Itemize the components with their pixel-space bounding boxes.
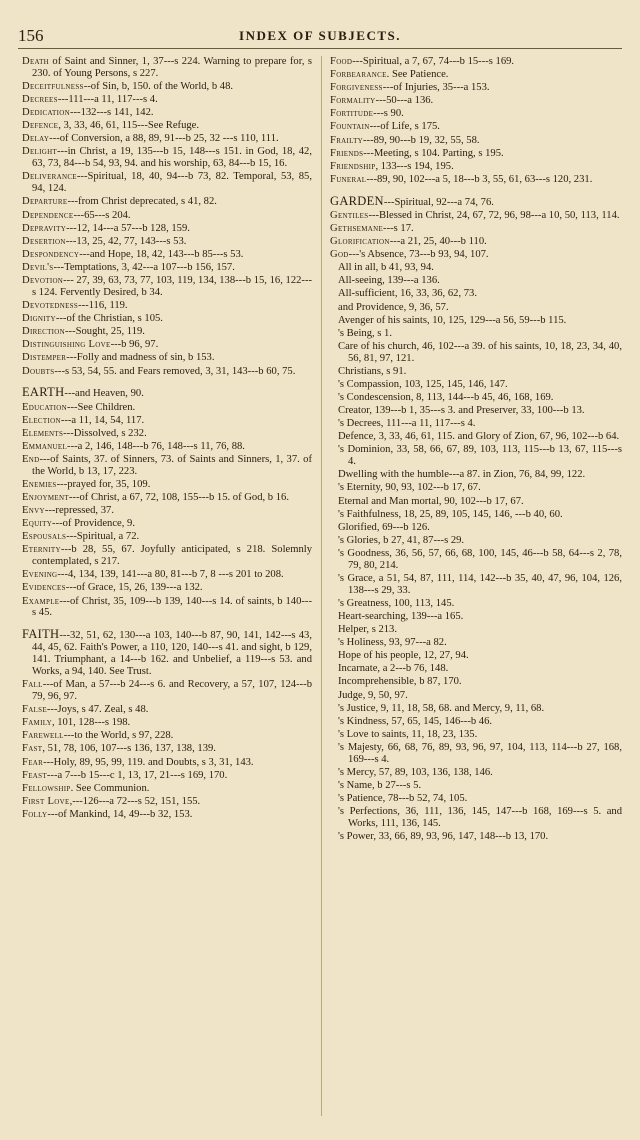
index-entry bbox=[22, 120, 312, 132]
index-subentry bbox=[330, 767, 622, 779]
entry-references: ---4, 134, 139, 141---a 80, 81---b 7, 8 ---s 201 to 208. bbox=[57, 569, 284, 581]
entry-references: ---of Conversion, a 88, 89, 91---b 25, 32 ---s 110, 111. bbox=[49, 133, 279, 145]
index-entry bbox=[22, 313, 312, 325]
entry-references: ---See Children. bbox=[66, 401, 136, 413]
index-entry bbox=[22, 428, 312, 440]
index-entry bbox=[22, 704, 312, 716]
index-entry bbox=[330, 210, 622, 222]
entry-references: ---Dissolved, s 232. bbox=[63, 427, 147, 439]
entry-references: ---13, 25, 42, 77, 143---s 53. bbox=[65, 235, 187, 247]
index-entry bbox=[22, 366, 312, 378]
index-entry bbox=[330, 193, 622, 209]
index-subentry bbox=[330, 482, 622, 494]
index-entry bbox=[22, 505, 312, 517]
subentry-text: 's Justice, 9, 11, 18, 58, 68. and Mercy, 9, 11, 68. bbox=[338, 702, 545, 714]
entry-references: ---of Life, s 175. bbox=[369, 121, 440, 133]
entry-references: ---Spiritual, 92---a 74, 76. bbox=[383, 196, 494, 208]
index-entry bbox=[330, 95, 622, 107]
entry-references: ---Spiritual, a 72. bbox=[66, 531, 140, 543]
entry-heading: Glorification bbox=[330, 236, 390, 248]
index-entry bbox=[22, 743, 312, 755]
entry-heading: Defence bbox=[22, 120, 59, 132]
entry-heading: Espousals bbox=[22, 531, 67, 543]
index-entry bbox=[22, 262, 312, 274]
index-subentry bbox=[330, 405, 622, 417]
entry-references: ---repressed, 37. bbox=[44, 505, 114, 517]
entry-references: ---12, 14---a 57---b 128, 159. bbox=[66, 222, 190, 234]
subentry-text: 's Mercy, 57, 89, 103, 136, 138, 146. bbox=[338, 766, 493, 778]
left-column bbox=[22, 56, 312, 822]
index-entry bbox=[22, 770, 312, 782]
entry-references: , 101, 128---s 198. bbox=[51, 717, 131, 729]
subentry-text: All in all, b 41, 93, 94. bbox=[338, 262, 434, 274]
index-entry bbox=[22, 107, 312, 119]
entry-references: ---Holy, 89, 95, 99, 119. and Doubts, s 3, 31, 143. bbox=[43, 756, 254, 768]
subentry-text: 's Greatness, 100, 113, 145. bbox=[338, 597, 455, 609]
index-entry bbox=[330, 249, 622, 261]
entry-heading: Decrees bbox=[22, 94, 58, 106]
index-subentry bbox=[330, 573, 622, 597]
subentry-text: All-seeing, 139---a 136. bbox=[338, 275, 440, 287]
entry-heading: Elements bbox=[22, 427, 64, 439]
entry-heading: Emmanuel bbox=[22, 440, 68, 452]
entry-heading: Forgiveness bbox=[330, 82, 383, 94]
entry-heading: Fortitude bbox=[330, 108, 374, 120]
right-column bbox=[330, 56, 622, 844]
index-entry bbox=[22, 629, 312, 678]
index-subentry bbox=[330, 650, 622, 662]
subentry-text: Glorified, 69---b 126. bbox=[338, 521, 430, 533]
index-entry bbox=[22, 210, 312, 222]
subentry-text: Christians, s 91. bbox=[338, 365, 407, 377]
entry-heading: Gentiles bbox=[330, 209, 369, 221]
subentry-text: 's Decrees, 111---a 11, 117---s 4. bbox=[338, 418, 476, 430]
entry-heading: First Love bbox=[22, 795, 70, 807]
index-entry bbox=[22, 679, 312, 703]
entry-heading: GARDEN bbox=[330, 193, 384, 208]
entry-heading: Example bbox=[22, 595, 60, 607]
entry-heading: Direction bbox=[22, 326, 66, 338]
index-entry bbox=[22, 223, 312, 235]
index-entry bbox=[22, 56, 312, 80]
subentry-text: 's Kindness, 57, 65, 145, 146---b 46. bbox=[338, 715, 493, 727]
index-subentry bbox=[330, 379, 622, 391]
index-subentry bbox=[330, 637, 622, 649]
entry-references: . See Patience. bbox=[386, 69, 449, 81]
entry-heading: Distinguishing Love bbox=[22, 339, 111, 351]
subentry-text: 's Name, b 27---s 5. bbox=[338, 780, 422, 792]
index-entry bbox=[22, 544, 312, 568]
subentry-text: All-sufficient, 16, 33, 36, 62, 73. bbox=[338, 288, 477, 300]
entry-references: of Saint and Sinner, 1, 37---s 224. Warning to prepare for, s 230. of Young Persons, s 227. bbox=[32, 56, 312, 79]
index-subentry bbox=[330, 328, 622, 340]
entry-heading: Fast bbox=[22, 743, 43, 755]
entry-heading: Enjoyment bbox=[22, 491, 69, 503]
entry-heading: Despondency bbox=[22, 248, 80, 260]
index-entry bbox=[22, 326, 312, 338]
index-subentry bbox=[330, 793, 622, 805]
index-entry bbox=[330, 121, 622, 133]
entry-references: ---Meeting, s 104. Parting, s 195. bbox=[363, 147, 504, 159]
entry-heading: Fear bbox=[22, 756, 44, 768]
entry-heading: Departure bbox=[22, 196, 68, 208]
index-subentry bbox=[330, 598, 622, 610]
entry-heading: Delay bbox=[22, 133, 50, 145]
index-subentry bbox=[330, 431, 622, 443]
index-subentry bbox=[330, 275, 622, 287]
entry-references: ---s 17. bbox=[383, 222, 414, 234]
entry-heading: God bbox=[330, 249, 349, 261]
entry-heading: False bbox=[22, 704, 47, 716]
entry-references: ---a 7---b 15---c 1, 13, 17, 21---s 169, 170. bbox=[46, 769, 228, 781]
entry-heading: Envy bbox=[22, 505, 45, 517]
index-subentry bbox=[330, 690, 622, 702]
entry-heading: Devotedness bbox=[22, 300, 79, 312]
entry-references: ---65---s 204. bbox=[73, 209, 131, 221]
entry-references: ---of the Christian, s 105. bbox=[55, 313, 163, 325]
entry-references: ---of Injuries, 35---a 153. bbox=[382, 82, 490, 94]
index-subentry bbox=[330, 392, 622, 404]
index-subentry bbox=[330, 418, 622, 430]
entry-heading: Education bbox=[22, 401, 67, 413]
entry-heading: End bbox=[22, 453, 40, 465]
index-entry bbox=[22, 352, 312, 364]
index-subentry bbox=[330, 780, 622, 792]
index-entry bbox=[22, 531, 312, 543]
index-entry bbox=[22, 300, 312, 312]
index-entry bbox=[330, 69, 622, 81]
index-entry bbox=[22, 730, 312, 742]
index-subentry bbox=[330, 716, 622, 728]
subentry-text: 's Grace, a 51, 54, 87, 111, 114, 142---b 35, 40, 47, 96, 104, 126, 138---s 29, 33. bbox=[338, 572, 622, 596]
index-entry bbox=[22, 569, 312, 581]
index-entry bbox=[22, 402, 312, 414]
entry-references: ,---126---a 72---s 52, 151, 155. bbox=[69, 795, 201, 807]
index-entry bbox=[22, 339, 312, 351]
index-subentry bbox=[330, 302, 622, 314]
entry-references: ---of Christ, 35, 109---b 139, 140---s 14. of saints, b 140---s 45. bbox=[32, 595, 312, 619]
subentry-text: 's Majesty, 66, 68, 76, 89, 93, 96, 97, 104, 113, 114---b 27, 168, 169---s 4. bbox=[338, 741, 622, 765]
entry-references: ---50---a 136. bbox=[375, 95, 434, 107]
entry-references: ---Joys, s 47. Zeal, s 48. bbox=[46, 704, 149, 716]
subentry-text: 's Love to saints, 11, 18, 23, 135. bbox=[338, 728, 478, 740]
entry-references: ---'s Absence, 73---b 93, 94, 107. bbox=[348, 249, 489, 261]
entry-references: ---of Mankind, 14, 49---b 32, 153. bbox=[47, 808, 193, 820]
index-entry bbox=[22, 518, 312, 530]
entry-references: ---Spiritual, a 7, 67, 74---b 15---s 169. bbox=[352, 56, 515, 67]
subentry-text: 's Dominion, 33, 58, 66, 67, 89, 103, 113, 115---b 13, 67, 115---s 4. bbox=[338, 444, 622, 468]
index-subentry bbox=[330, 469, 622, 481]
entry-heading: Delight bbox=[22, 146, 58, 158]
index-entry bbox=[22, 275, 312, 299]
index-entry bbox=[22, 415, 312, 427]
subentry-text: Incarnate, a 2---b 76, 148. bbox=[338, 663, 449, 675]
entry-references: ---89, 90---b 19, 32, 55, 58. bbox=[363, 134, 480, 146]
subentry-text: 's Being, s 1. bbox=[338, 327, 392, 339]
subentry-text: 's Faithfulness, 18, 25, 89, 105, 145, 146, ---b 40, 60. bbox=[338, 508, 563, 520]
index-subentry bbox=[330, 729, 622, 741]
subentry-text: and Providence, 9, 36, 57. bbox=[338, 301, 449, 313]
index-subentry bbox=[330, 611, 622, 623]
index-subentry bbox=[330, 742, 622, 766]
entry-heading: Frailty bbox=[330, 134, 364, 146]
entry-heading: Doubts bbox=[22, 365, 55, 377]
entry-references: ---Blessed in Christ, 24, 67, 72, 96, 98---a 10, 50, 113, 114. bbox=[368, 209, 620, 221]
entry-references: , 51, 78, 106, 107---s 136, 137, 138, 139. bbox=[42, 743, 216, 755]
entry-heading: Deceitfulness bbox=[22, 81, 84, 92]
subentry-text: Hope of his people, 12, 27, 94. bbox=[338, 650, 469, 662]
entry-references: ---b 28, 55, 67. Joyfully anticipated, s 218. Solemnly contemplated, s 217. bbox=[32, 544, 312, 568]
entry-references: . See Communion. bbox=[70, 782, 150, 794]
entry-references: ---in Christ, a 19, 135---b 15, 148---s 151. in God, 18, 42, 63, 73, 84---b 54, 93, 94. and his worship, 63, 84---b 15, 16. bbox=[32, 146, 312, 170]
entry-heading: Devotion bbox=[22, 275, 64, 287]
entry-heading: Equity bbox=[22, 518, 53, 530]
entry-references: , 133---s 194, 195. bbox=[375, 160, 454, 172]
index-entry bbox=[22, 441, 312, 453]
index-entry bbox=[22, 146, 312, 170]
entry-references: ---to the World, s 97, 228. bbox=[63, 730, 174, 742]
entry-heading: Eternity bbox=[22, 544, 61, 556]
subentry-text: Helper, s 213. bbox=[338, 624, 398, 636]
entry-references: ---from Christ deprecated, s 41, 82. bbox=[67, 196, 217, 208]
entry-heading: Desertion bbox=[22, 235, 66, 247]
subentry-text: Eternal and Man mortal, 90, 102---b 17, 67. bbox=[338, 495, 524, 507]
column-divider bbox=[321, 56, 322, 1116]
index-entry bbox=[22, 783, 312, 795]
index-subentry bbox=[330, 676, 622, 688]
entry-references: ---of Saints, 37. of Sinners, 73. of Saints and Sinners, 1, 37. of the World, b 13, 17, 223. bbox=[32, 453, 312, 477]
entry-heading: Formality bbox=[330, 95, 376, 107]
entry-heading: Deliverance bbox=[22, 171, 77, 183]
subentry-text: Incomprehensible, b 87, 170. bbox=[338, 676, 462, 688]
entry-heading: Fellowship bbox=[22, 782, 71, 794]
entry-heading: Death bbox=[22, 56, 50, 67]
subentry-text: 's Perfections, 36, 111, 136, 145, 147---b 168, 169---s 5. and Works, 111, 136, 145. bbox=[338, 806, 622, 830]
index-entry bbox=[22, 196, 312, 208]
entry-references: ---Sought, 25, 119. bbox=[65, 326, 145, 338]
index-entry bbox=[330, 174, 622, 186]
entry-heading: Fountain bbox=[330, 121, 370, 133]
entry-references: ---and Hope, 18, 42, 143---b 85---s 53. bbox=[79, 248, 244, 260]
subentry-text: Avenger of his saints, 10, 125, 129---a 56, 59---b 115. bbox=[338, 314, 567, 326]
index-entry bbox=[330, 108, 622, 120]
subentry-text: 's Power, 33, 66, 89, 93, 96, 147, 148---b 13, 170. bbox=[338, 831, 549, 843]
index-entry bbox=[22, 171, 312, 195]
index-subentry bbox=[330, 496, 622, 508]
index-subentry bbox=[330, 341, 622, 365]
index-subentry bbox=[330, 703, 622, 715]
entry-heading: Dignity bbox=[22, 313, 56, 325]
page-header bbox=[18, 26, 622, 49]
entry-heading: Dedication bbox=[22, 107, 70, 119]
subentry-text: Judge, 9, 50, 97. bbox=[338, 689, 408, 701]
entry-references: ---116, 119. bbox=[78, 300, 128, 312]
subentry-text: Defence, 3, 33, 46, 61, 115. and Glory of Zion, 67, 96, 102---b 64. bbox=[338, 431, 620, 443]
entry-heading: Farewell bbox=[22, 730, 64, 742]
entry-heading: Gethsemane bbox=[330, 222, 384, 234]
entry-heading: Devil's bbox=[22, 261, 54, 273]
entry-references: --of Sin, b, 150. of the World, b 48. bbox=[83, 81, 234, 92]
index-entry bbox=[22, 249, 312, 261]
entry-references: ---89, 90, 102---a 5, 18---b 3, 55, 61, 63---s 120, 231. bbox=[366, 173, 593, 185]
subentry-text: Heart-searching, 139---a 165. bbox=[338, 611, 464, 622]
entry-references: ---of Grace, 15, 26, 139---a 132. bbox=[65, 582, 203, 594]
page-number: 156 bbox=[18, 26, 44, 45]
entry-references: ---prayed for, 35, 109. bbox=[56, 478, 151, 490]
entry-references: , 3, 33, 46, 61, 115---See Refuge. bbox=[58, 120, 200, 132]
index-subentry bbox=[330, 366, 622, 378]
entry-references: ---132---s 141, 142. bbox=[69, 107, 154, 119]
entry-references: ---of Christ, a 67, 72, 108, 155---b 15. of God, b 16. bbox=[68, 491, 289, 503]
index-entry bbox=[330, 236, 622, 248]
entry-heading: Enemies bbox=[22, 478, 57, 490]
entry-heading: Evidences bbox=[22, 582, 66, 594]
subentry-text: 's Patience, 78---b 52, 74, 105. bbox=[338, 793, 468, 805]
index-entry bbox=[22, 492, 312, 504]
entry-references: ---of Man, a 57---b 24---s 6. and Recovery, a 57, 107, 124---b 79, 96, 97. bbox=[32, 679, 312, 703]
index-entry bbox=[22, 757, 312, 769]
entry-heading: EARTH bbox=[22, 385, 65, 400]
index-entry bbox=[330, 148, 622, 160]
entry-references: ---a 21, 25, 40---b 110. bbox=[389, 236, 487, 248]
entry-heading: Dependence bbox=[22, 209, 74, 221]
index-entry bbox=[22, 94, 312, 106]
subentry-text: Dwelling with the humble---a 87. in Zion, 76, 84, 99, 122. bbox=[338, 469, 586, 481]
index-subentry bbox=[330, 509, 622, 521]
index-entry bbox=[330, 82, 622, 94]
index-subentry bbox=[330, 535, 622, 547]
running-title: INDEX OF SUBJECTS. bbox=[239, 28, 401, 43]
index-entry bbox=[22, 454, 312, 478]
index-entry bbox=[22, 479, 312, 491]
index-subentry bbox=[330, 624, 622, 636]
index-entry bbox=[22, 796, 312, 808]
entry-references: ---and Heaven, 90. bbox=[64, 388, 144, 400]
index-entry bbox=[22, 387, 312, 400]
subentry-text: Care of his church, 46, 102---a 39. of his saints, 10, 18, 23, 34, 40, 56, 81, 97, 121. bbox=[338, 340, 622, 364]
index-entry bbox=[330, 56, 622, 68]
index-subentry bbox=[330, 663, 622, 675]
entry-references: ---s 90. bbox=[373, 108, 404, 120]
index-entry bbox=[22, 133, 312, 145]
subentry-text: Creator, 139---b 1, 35---s 3. and Preserver, 33, 100---b 13. bbox=[338, 405, 585, 417]
entry-references: ---s 53, 54, 55. and Fears removed, 3, 31, 143---b 60, 75. bbox=[54, 365, 296, 377]
entry-references: ---Temptations, 3, 42---a 107---b 156, 157. bbox=[53, 261, 235, 273]
subentry-text: 's Compassion, 103, 125, 145, 146, 147. bbox=[338, 378, 508, 390]
entry-heading: Evening bbox=[22, 569, 58, 581]
index-entry bbox=[22, 582, 312, 594]
entry-references: ---of Providence, 9. bbox=[52, 518, 136, 530]
index-subentry bbox=[330, 315, 622, 327]
subentry-text: 's Glories, b 27, 41, 87---s 29. bbox=[338, 534, 465, 546]
entry-references: ---Spiritual, 18, 40, 94---b 73, 82. Temporal, 53, 85, 94, 124. bbox=[32, 171, 312, 195]
entry-heading: Fall bbox=[22, 679, 43, 691]
entry-heading: Forbearance bbox=[330, 69, 387, 81]
index-subentry bbox=[330, 548, 622, 572]
entry-references: ---Folly and madness of sin, b 153. bbox=[66, 352, 215, 364]
index-subentry bbox=[330, 288, 622, 300]
entry-heading: Folly bbox=[22, 808, 48, 820]
index-subentry bbox=[330, 444, 622, 468]
subentry-text: 's Condescension, 8, 113, 144---b 45, 46, 168, 169. bbox=[338, 391, 554, 403]
subentry-text: 's Eternity, 90, 93, 102---b 17, 67. bbox=[338, 482, 481, 494]
index-entry bbox=[22, 596, 312, 620]
index-subentry bbox=[330, 806, 622, 830]
index-subentry bbox=[330, 522, 622, 534]
entry-references: ---b 96, 97. bbox=[110, 339, 159, 351]
entry-heading: Friendship bbox=[330, 160, 376, 172]
entry-heading: Funeral bbox=[330, 173, 367, 185]
entry-heading: FAITH bbox=[22, 627, 60, 642]
index-entry bbox=[22, 809, 312, 821]
entry-references: --- 27, 39, 63, 73, 77, 103, 119, 134, 138---b 15, 16, 122---s 124. Fervently Desired, b 34. bbox=[32, 275, 312, 298]
index-entry bbox=[330, 161, 622, 173]
entry-heading: Family bbox=[22, 717, 52, 729]
entry-heading: Friends bbox=[330, 147, 364, 159]
subentry-text: 's Goodness, 36, 56, 57, 66, 68, 100, 145, 46---b 58, 64---s 2, 78, 79, 80, 214. bbox=[338, 547, 622, 571]
entry-heading: Depravity bbox=[22, 222, 67, 234]
index-subentry bbox=[330, 831, 622, 843]
entry-heading: Distemper bbox=[22, 352, 67, 364]
index-entry bbox=[22, 81, 312, 93]
entry-references: ---32, 51, 62, 130---a 103, 140---b 87, 90, 141, 142---s 43, 44, 45, 62. Faith's Power, a 110, 120, 140---s 41. and sight, b 129, 141. Triumphant, a 14---b 162. and Unbelief, a 119---s 53. and Works, a 94, 140. See Trust. bbox=[32, 630, 312, 678]
subentry-text: 's Holiness, 93, 97---a 82. bbox=[338, 637, 447, 649]
index-entry bbox=[22, 717, 312, 729]
index-entry bbox=[22, 236, 312, 248]
entry-heading: Food bbox=[330, 56, 353, 67]
entry-heading: Feast bbox=[22, 769, 47, 781]
index-subentry bbox=[330, 262, 622, 274]
index-entry bbox=[330, 135, 622, 147]
entry-heading: Election bbox=[22, 414, 61, 426]
index-entry bbox=[330, 223, 622, 235]
entry-references: ---111---a 11, 117---s 4. bbox=[57, 94, 158, 106]
entry-references: ---a 2, 146, 148---b 76, 148---s 11, 76, 88. bbox=[67, 440, 245, 452]
entry-references: ---a 11, 14, 54, 117. bbox=[60, 414, 145, 426]
